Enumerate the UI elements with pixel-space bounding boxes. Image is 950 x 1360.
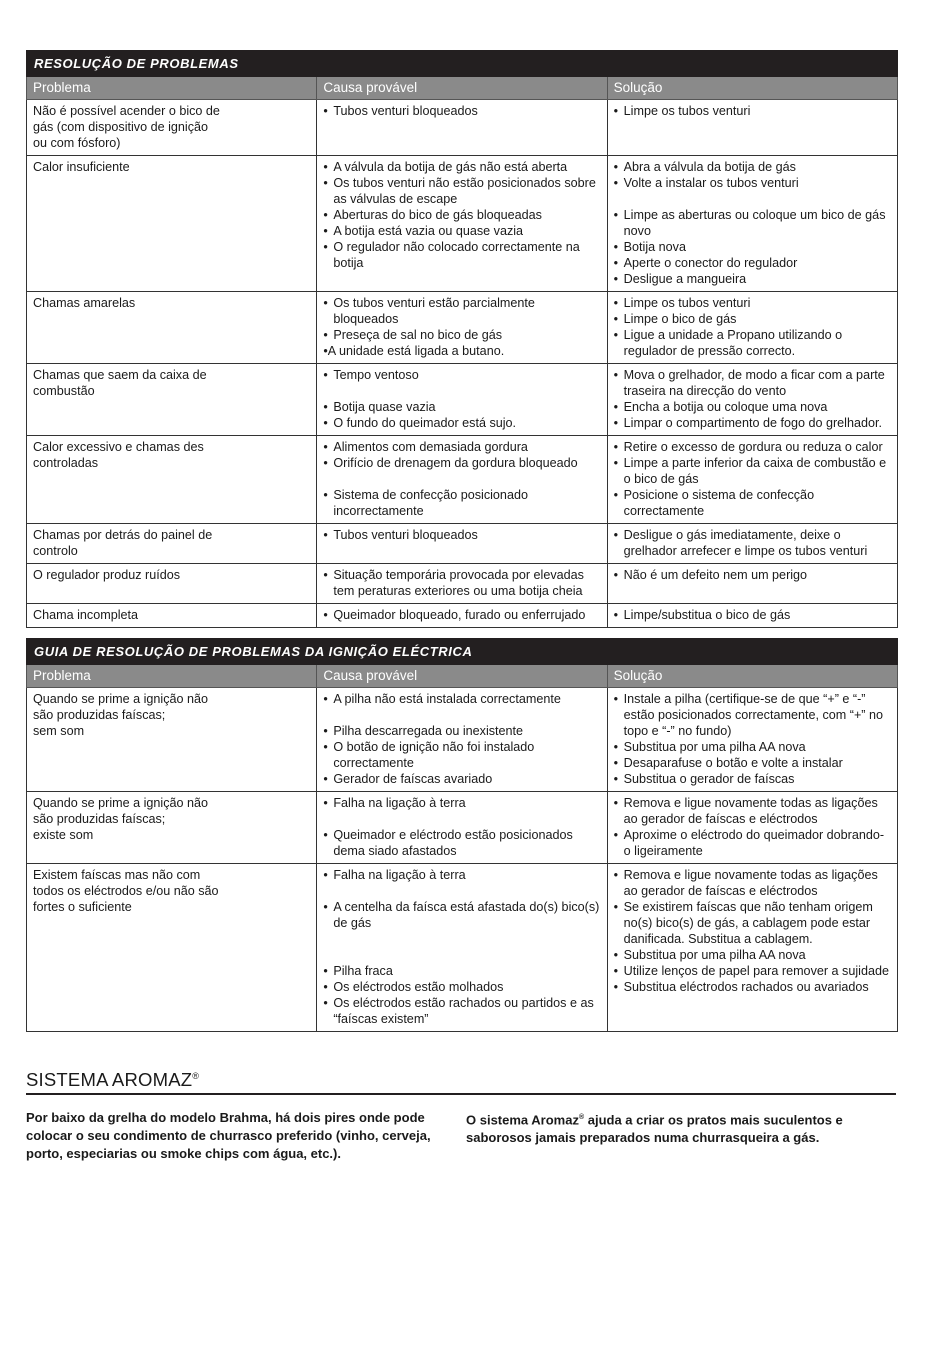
list-item: • O regulador não colocado correctamente na botija [323,239,600,271]
list-item: • Desligue o gás imediatamente, deixe o grelhador arrefecer e limpe os tubos venturi [614,527,891,559]
table-body [27,100,898,628]
list-item: • Posicione o sistema de confecção correctamente [614,487,891,519]
list-spacer [323,707,600,723]
solution-cell [607,688,897,792]
list-item: • Substitua por uma pilha AA nova [614,739,891,755]
ignition-troubleshooting-table [26,638,898,1032]
list-item: • Limpe o bico de gás [614,311,891,327]
troubleshooting-table [26,50,898,628]
list-item: • O fundo do queimador está sujo. [323,415,600,431]
problem-cell [27,604,317,628]
column-header-problem: Problema [27,77,317,100]
list-item: • Os eléctrodos estão rachados ou partidos e as “faíscas existem” [323,995,600,1027]
list-item: • Substitua eléctrodos rachados ou avariados [614,979,891,995]
problem-line: O regulador produz ruídos [33,568,181,582]
aromaz-paragraph-right [466,1109,898,1147]
list-item: • A centelha da faísca está afastada do(s) bico(s) de gás [323,899,600,931]
list-item: • Remova e ligue novamente todas as ligações ao gerador de faíscas e eléctrodos [614,867,891,899]
cause-cell [317,292,607,364]
problem-cell [27,156,317,292]
column-header-solution: Solução [607,77,897,100]
list-item: • Volte a instalar os tubos venturi [614,175,891,191]
list-item: • A pilha não está instalada correctamente [323,691,600,707]
list-item: • Desligue a mangueira [614,271,891,287]
table-row [27,792,898,864]
list-item: • Aberturas do bico de gás bloqueadas [323,207,600,223]
list-item: • Queimador e eléctrodo estão posicionados dema siado afastados [323,827,600,859]
list-spacer [323,383,600,399]
problem-line: Calor insuficiente [33,160,130,174]
list-item: • Limpe os tubos venturi [614,103,891,119]
list-item: • Botija quase vazia [323,399,600,415]
list-item: • Pilha descarregada ou inexistente [323,723,600,739]
table-row [27,864,898,1032]
list-spacer [323,471,600,487]
list-item: • Os tubos venturi não estão posicionados sobre as válvulas de escape [323,175,600,207]
bullet-list [323,691,600,787]
table-row [27,688,898,792]
solution-cell [607,100,897,156]
list-item: • Os eléctrodos estão molhados [323,979,600,995]
problem-line: ou com fósforo) [33,136,121,150]
list-item: • Limpe os tubos venturi [614,295,891,311]
problem-cell [27,436,317,524]
list-item: • Botija nova [614,239,891,255]
list-item: • Preseça de sal no bico de gás [323,327,600,343]
bullet-list [614,103,891,119]
solution-cell [607,524,897,564]
solution-cell [607,864,897,1032]
problem-line: Quando se prime a ignição não [33,692,209,706]
cause-cell [317,436,607,524]
table-row [27,436,898,524]
list-item: • Tubos venturi bloqueados [323,103,600,119]
column-header-cause: Causa provável [317,77,607,100]
table-row [27,156,898,292]
list-item: • Aperte o conector do regulador [614,255,891,271]
cause-cell [317,156,607,292]
registered-mark: ® [578,1114,585,1121]
table-row [27,524,898,564]
list-item: • Gerador de faíscas avariado [323,771,600,787]
list-item: • Encha a botija ou coloque uma nova [614,399,891,415]
list-item: • Falha na ligação à terra [323,867,600,883]
bullet-list [614,567,891,583]
aromaz-rest: ajuda a criar os pratos mais suculentos e saborosos jamais preparados numa churrasqueira a gás. [466,1112,843,1146]
problem-cell [27,792,317,864]
list-item: • Substitua o gerador de faíscas [614,771,891,787]
problem-cell [27,292,317,364]
problem-line: Calor excessivo e chamas des [33,440,204,454]
list-item: • Sistema de confecção posicionado incorrectamente [323,487,600,519]
list-item: •A unidade está ligada a butano. [323,344,505,358]
solution-cell [607,604,897,628]
list-item: • Orifício de drenagem da gordura bloqueado [323,455,600,471]
list-item: • Limpe a parte inferior da caixa de combustão e o bico de gás [614,455,891,487]
aromaz-lead: O sistema Aromaz [466,1112,579,1128]
list-item: • Falha na ligação à terra [323,795,600,811]
bullet-list [614,159,891,287]
list-item: • Retire o excesso de gordura ou reduza o calor [614,439,891,455]
list-item: • Abra a válvula da botija de gás [614,159,891,175]
bullet-list [323,439,600,519]
list-item: • Utilize lenços de papel para remover a sujidade [614,963,891,979]
bullet-list [323,103,600,119]
bullet-list [323,795,600,859]
bullet-list [614,607,891,623]
section-title-text: SISTEMA AROMAZ [26,1069,193,1090]
table-row [27,604,898,628]
list-item: • Alimentos com demasiada gordura [323,439,600,455]
problem-line: Existem faíscas mas não com [33,868,201,882]
cause-cell [317,564,607,604]
solution-cell [607,364,897,436]
problem-cell [27,100,317,156]
problem-line: combustão [33,384,95,398]
bullet-list [614,527,891,559]
bullet-list [323,159,600,271]
problem-line: Chamas por detrás do painel de [33,528,213,542]
column-header-problem: Problema [27,665,317,688]
list-item: • Os tubos venturi estão parcialmente bloqueados [323,295,600,327]
solution-cell [607,792,897,864]
problem-line: Chamas amarelas [33,296,136,310]
problem-line: são produzidas faíscas; [33,708,166,722]
column-header-cause: Causa provável [317,665,607,688]
column-header-solution: Solução [607,665,897,688]
list-item: • Substitua por uma pilha AA nova [614,947,891,963]
bullet-list [614,439,891,519]
list-item: • Mova o grelhador, de modo a ficar com a parte traseira na direcção do vento [614,367,891,399]
problem-line: existe som [33,828,94,842]
problem-cell [27,564,317,604]
table-body [27,688,898,1032]
cause-cell [317,864,607,1032]
problem-cell [27,688,317,792]
list-item: • Queimador bloqueado, furado ou enferrujado [323,607,600,623]
problem-line: todos os eléctrodos e/ou não são [33,884,219,898]
list-item: • Limpe/substitua o bico de gás [614,607,891,623]
bullet-list [323,567,600,599]
solution-cell [607,292,897,364]
cause-cell [317,364,607,436]
solution-cell [607,156,897,292]
problem-line: sem som [33,724,85,738]
problem-cell [27,864,317,1032]
bullet-list [323,295,600,359]
list-item: • Remova e ligue novamente todas as ligações ao gerador de faíscas e eléctrodos [614,795,891,827]
problem-line: controlo [33,544,78,558]
list-item: • Situação temporária provocada por elevadas tem peraturas exteriores ou uma botija cheia [323,567,600,599]
list-spacer [323,811,600,827]
list-item: • Instale a pilha (certifique-se de que “+” e “-” estão posicionados correctamente, com “+” no topo e “-” no fundo) [614,691,891,739]
list-item: • Limpe as aberturas ou coloque um bico de gás novo [614,207,891,239]
problem-cell [27,524,317,564]
list-item: • O botão de ignição não foi instalado correctamente [323,739,600,771]
section-title [26,1069,896,1095]
problem-line: fortes o suficiente [33,900,132,914]
problem-line: Chamas que saem da caixa de [33,368,207,382]
problem-line: são produzidas faíscas; [33,812,166,826]
table-row [27,100,898,156]
solution-cell [607,564,897,604]
cause-cell [317,792,607,864]
cause-cell [317,100,607,156]
list-spacer [323,947,600,963]
bullet-list [614,295,891,359]
list-item: • Ligue a unidade a Propano utilizando o regulador de pressão correcto. [614,327,891,359]
list-item: • Aproxime o eléctrodo do queimador dobrando-o ligeiramente [614,827,891,859]
bullet-list [614,691,891,787]
bullet-list [614,867,891,995]
problem-line: controladas [33,456,99,470]
table-row [27,292,898,364]
table-title: RESOLUÇÃO DE PROBLEMAS [27,51,898,77]
bullet-list [614,795,891,859]
list-spacer [614,191,891,207]
problem-line: Não é possível acender o bico de [33,104,220,118]
problem-line: Quando se prime a ignição não [33,796,209,810]
problem-cell [27,364,317,436]
bullet-list [323,607,600,623]
solution-cell [607,436,897,524]
aromaz-paragraph-left: Por baixo da grelha do modelo Brahma, há dois pires onde pode colocar o seu condimento de churrasco preferido (vinho, cerveja, porto, especiarias ou smoke chips com água, etc.). [26,1110,431,1161]
list-item: • Pilha fraca [323,963,600,979]
registered-mark: ® [192,1070,200,1081]
cause-cell [317,688,607,792]
list-item: • A botija está vazia ou quase vazia [323,223,600,239]
bullet-list [323,527,600,543]
bullet-list [323,367,600,431]
list-spacer [323,931,600,947]
table-title: GUIA DE RESOLUÇÃO DE PROBLEMAS DA IGNIÇÃO ELÉCTRICA [27,639,898,665]
list-item: • Tempo ventoso [323,367,600,383]
table-row [27,564,898,604]
list-item: • Limpar o compartimento de fogo do grelhador. [614,415,891,431]
list-item: • Tubos venturi bloqueados [323,527,600,543]
list-item: • Desaparafuse o botão e volte a instalar [614,755,891,771]
problem-line: Chama incompleta [33,608,138,622]
list-item: • Se existirem faíscas que não tenham origem no(s) bico(s) de gás, a cablagem pode estar danificada. Substitua a cablagem. [614,899,891,947]
list-spacer [323,883,600,899]
problem-line: gás (com dispositivo de ignição [33,120,209,134]
list-item: • A válvula da botija de gás não está aberta [323,159,600,175]
table-row [27,364,898,436]
list-item: • Não é um defeito nem um perigo [614,567,891,583]
bullet-list [323,867,600,1027]
cause-cell [317,524,607,564]
bullet-list [614,367,891,431]
cause-cell [317,604,607,628]
